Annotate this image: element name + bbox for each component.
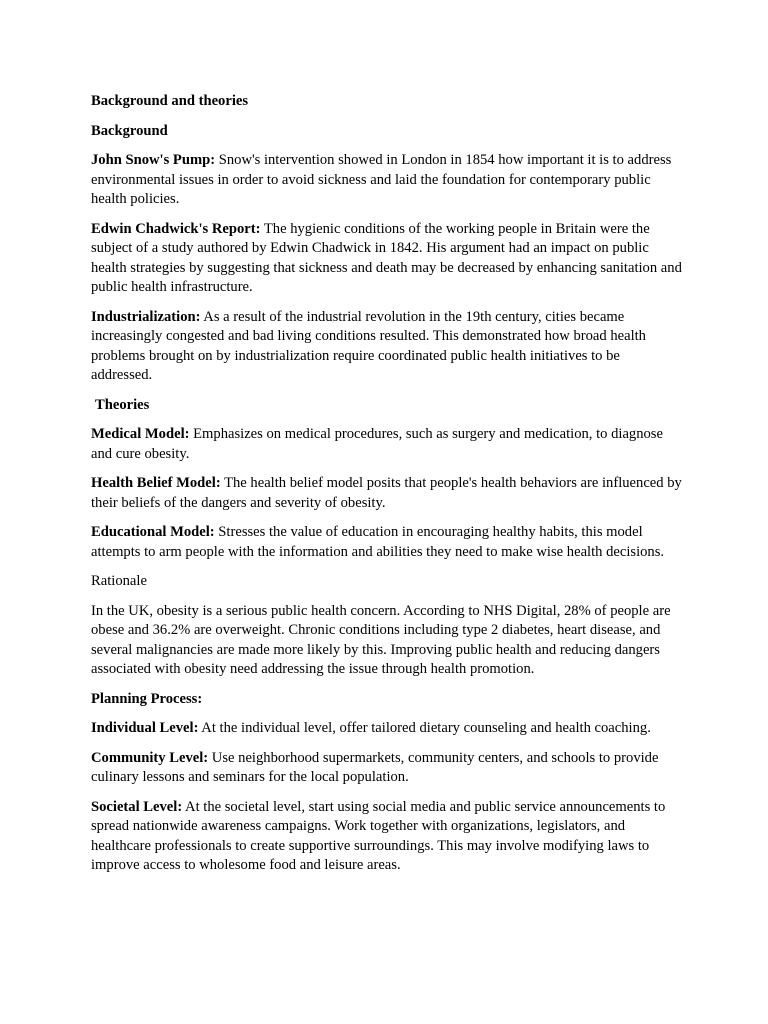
paragraph-label: Health Belief Model: [91,475,221,491]
paragraph-text: At the individual level, offer tailored dietary counseling and health coaching. [198,720,651,736]
rationale-paragraph: In the UK, obesity is a serious public health concern. According to NHS Digital, 28% of people are obese and 36.2% are overweight. Chronic conditions including type 2 diabetes, heart disease, and several malignancies are made more likely by this. Improving public health and reducing dangers associated with obesity need addressing the issue through health promotion. [91,602,671,677]
paragraph-label: Industrialization: [91,308,201,325]
document-title: Background and theories [91,93,249,109]
document-body [91,92,683,886]
background-heading: Background [91,122,168,139]
planning-heading: Planning Process: [91,690,203,707]
background-paragraph [91,308,683,386]
paragraph-label: John Snow's Pump: [91,152,216,168]
planning-paragraph [91,798,683,876]
theories-heading: Theories [95,396,150,413]
planning-paragraph [91,749,683,788]
paragraph-text: The hygienic conditions of the working people in Britain were the subject of a study authored by Edwin Chadwick in 1842. His argument had an impact on public health strategies by suggesting that sickness and death may be decreased by enhancing sanitation and public health infrastructure. [91,220,682,295]
paragraph-label: Individual Level: [91,720,199,736]
paragraph-label: Medical Model: [91,426,190,442]
theory-paragraph [91,523,683,562]
theory-paragraph [91,474,683,513]
paragraph-text: Use neighborhood supermarkets, community centers, and schools to provide culinary lessons and seminars for the local population. [91,749,659,785]
theory-paragraph [91,425,683,464]
paragraph-text: As a result of the industrial revolution in the 19th century, cities became increasingly congested and bad living conditions resulted. This demonstrated how broad health problems brought on by industrialization require coordinated public health initiatives to be addressed. [91,308,646,383]
paragraph-text: At the societal level, start using social media and public service announcements to spread nationwide awareness campaigns. Work together with organizations, legislators, and healthcare professionals to create supportive surroundings. This may involve modifying laws to improve access to wholesome food and leisure areas. [91,798,666,873]
rationale-heading: Rationale [91,573,147,589]
paragraph-text: Snow's intervention showed in London in 1854 how important it is to address environmental issues in order to avoid sickness and laid the foundation for contemporary public health policies. [91,152,672,207]
paragraph-label: Edwin Chadwick's Report: [91,220,261,237]
paragraph-label: Community Level: [91,749,209,766]
paragraph-text: Stresses the value of education in encouraging healthy habits, this model attempts to arm people with the information and abilities they need to make wise health decisions. [91,524,665,560]
paragraph-text: Emphasizes on medical procedures, such as surgery and medication, to diagnose and cure obesity. [91,426,663,462]
paragraph-label: Societal Level: [91,798,183,815]
planning-paragraph [91,719,683,739]
background-paragraph [91,151,683,210]
background-paragraph [91,220,683,298]
paragraph-text: The health belief model posits that people's health behaviors are influenced by their beliefs of the dangers and severity of obesity. [91,475,682,511]
paragraph-label: Educational Model: [91,524,215,540]
